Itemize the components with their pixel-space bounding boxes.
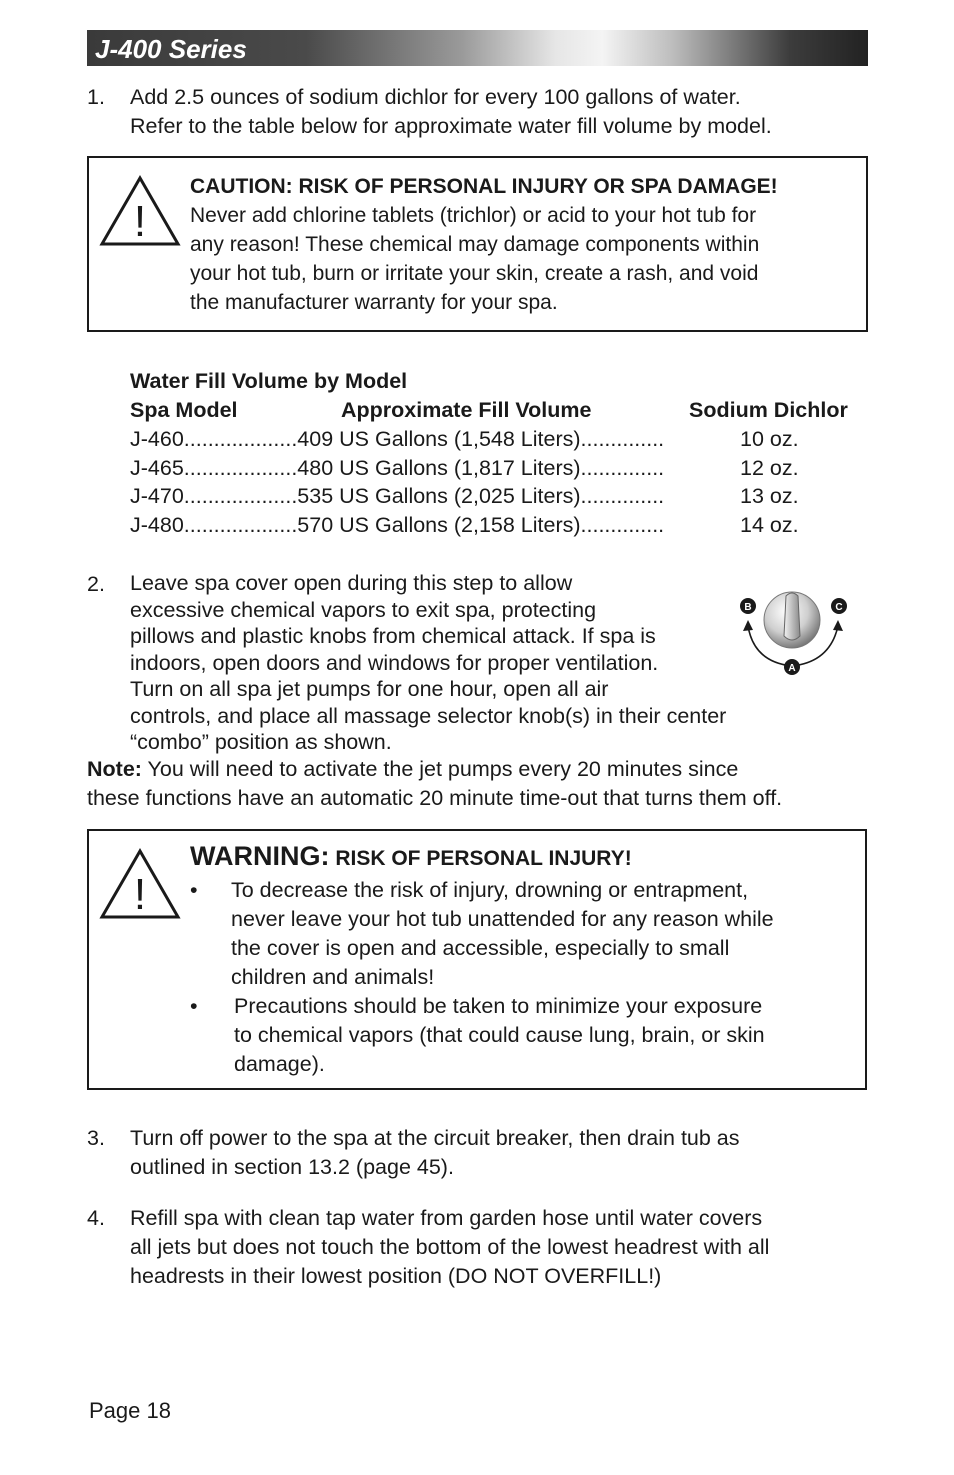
table-row bbox=[130, 454, 664, 483]
row-leader: .............. bbox=[580, 513, 665, 537]
step-2-line: Turn on all spa jet pumps for one hour, open all air bbox=[130, 677, 609, 701]
caution-text bbox=[190, 172, 778, 317]
page-number: Page 18 bbox=[89, 1398, 171, 1423]
step-2-line: indoors, open doors and windows for proper ventilation. bbox=[130, 650, 659, 675]
row-leader: .............. bbox=[580, 427, 665, 451]
row-dichlor: 13 oz. bbox=[740, 484, 799, 508]
step-1-number: 1. bbox=[87, 85, 105, 109]
table-row bbox=[130, 511, 664, 540]
table-row bbox=[130, 425, 664, 454]
row-model: J-460 bbox=[130, 427, 184, 451]
row-model: J-470 bbox=[130, 484, 184, 508]
knob-label-a: A bbox=[788, 663, 796, 674]
warning-line: the cover is open and accessible, especially to small bbox=[231, 936, 730, 960]
step-3-number: 3. bbox=[87, 1126, 105, 1150]
step-4-text bbox=[130, 1204, 769, 1291]
fill-table-header-volume: Approximate Fill Volume bbox=[341, 398, 592, 422]
row-model: J-480 bbox=[130, 513, 184, 537]
warning-bullet-marker: • bbox=[190, 878, 198, 902]
warning-bullet-text bbox=[234, 992, 765, 1079]
row-leader: ................... bbox=[183, 427, 298, 451]
row-volume: 409 US Gallons (1,548 Liters) bbox=[297, 427, 581, 451]
step-4-line: Refill spa with clean tap water from garden hose until water covers bbox=[130, 1206, 763, 1230]
row-leader: .............. bbox=[580, 456, 665, 480]
warning-triangle-icon bbox=[99, 174, 181, 248]
warning-triangle-icon bbox=[99, 847, 181, 921]
row-volume: 480 US Gallons (1,817 Liters) bbox=[297, 456, 581, 480]
warning-line: Precautions should be taken to minimize your exposure bbox=[234, 994, 763, 1018]
step-2-text bbox=[130, 570, 726, 756]
caution-line: Never add chlorine tablets (trichlor) or acid to your hot tub for bbox=[190, 204, 757, 227]
warning-line: never leave your hot tub unattended for any reason while bbox=[231, 907, 774, 931]
row-leader: ................... bbox=[183, 484, 298, 508]
caution-heading: CAUTION: RISK OF PERSONAL INJURY OR SPA DAMAGE! bbox=[190, 175, 778, 198]
row-volume: 535 US Gallons (2,025 Liters) bbox=[297, 484, 581, 508]
note-paragraph bbox=[87, 755, 782, 813]
row-leader: ................... bbox=[183, 456, 298, 480]
note-line: You will need to activate the jet pumps every 20 minutes since bbox=[141, 757, 739, 781]
row-dichlor: 14 oz. bbox=[740, 513, 799, 537]
row-model: J-465 bbox=[130, 456, 184, 480]
row-volume: 570 US Gallons (2,158 Liters) bbox=[297, 513, 581, 537]
warning-heading-big: WARNING: bbox=[190, 841, 330, 871]
step-4-number: 4. bbox=[87, 1206, 105, 1230]
step-4-line: headrests in their lowest position (DO NOT OVERFILL!) bbox=[130, 1264, 662, 1288]
warning-heading-small: RISK OF PERSONAL INJURY! bbox=[329, 847, 632, 870]
svg-text:!: ! bbox=[133, 870, 147, 919]
step-2-line: pillows and plastic knobs from chemical attack. If spa is bbox=[130, 624, 656, 648]
step-2-number: 2. bbox=[87, 572, 105, 596]
massage-selector-knob-illustration bbox=[734, 584, 854, 680]
step-2-line: Leave spa cover open during this step to allow bbox=[130, 571, 573, 595]
row-leader: .............. bbox=[580, 484, 665, 508]
warning-line: children and animals! bbox=[231, 965, 435, 989]
step-2-line: excessive chemical vapors to exit spa, protecting bbox=[130, 597, 597, 622]
svg-text:!: ! bbox=[133, 197, 147, 246]
step-3-line: outlined in section 13.2 (page 45). bbox=[130, 1155, 454, 1179]
step-1-text bbox=[130, 83, 772, 141]
row-dichlor: 12 oz. bbox=[740, 456, 799, 480]
fill-table-header-dichlor: Sodium Dichlor bbox=[689, 398, 848, 422]
warning-bullet-marker: • bbox=[190, 994, 198, 1018]
table-row bbox=[130, 482, 664, 511]
row-leader: ................... bbox=[183, 513, 298, 537]
note-line: these functions have an automatic 20 minute time-out that turns them off. bbox=[87, 786, 783, 810]
page-series-title: J-400 Series bbox=[95, 34, 247, 64]
warning-line: to chemical vapors (that could cause lung, brain, or skin bbox=[234, 1023, 765, 1047]
caution-line: your hot tub, burn or irritate your skin, create a rash, and void bbox=[190, 262, 759, 285]
warning-line: damage). bbox=[234, 1052, 325, 1076]
step-2-line: “combo” position as shown. bbox=[130, 730, 392, 754]
warning-heading bbox=[190, 841, 632, 872]
step-3-line: Turn off power to the spa at the circuit breaker, then drain tub as bbox=[130, 1126, 740, 1150]
step-1-line: Refer to the table below for approximate water fill volume by model. bbox=[130, 114, 772, 138]
caution-line: the manufacturer warranty for your spa. bbox=[190, 291, 558, 314]
step-1-line: Add 2.5 ounces of sodium dichlor for every 100 gallons of water. bbox=[130, 85, 741, 109]
knob-label-b: B bbox=[744, 602, 752, 613]
warning-bullet-text bbox=[231, 876, 774, 992]
note-label: Note: bbox=[87, 757, 142, 781]
fill-table-header-model: Spa Model bbox=[130, 398, 238, 422]
step-4-line: all jets but does not touch the bottom of the lowest headrest with all bbox=[130, 1235, 770, 1259]
step-3-text bbox=[130, 1124, 740, 1182]
row-dichlor: 10 oz. bbox=[740, 427, 799, 451]
knob-label-c: C bbox=[835, 602, 843, 613]
fill-table-title: Water Fill Volume by Model bbox=[130, 369, 408, 393]
caution-line: any reason! These chemical may damage components within bbox=[190, 233, 760, 256]
warning-line: To decrease the risk of injury, drowning or entrapment, bbox=[231, 878, 749, 902]
step-2-line: controls, and place all massage selector knob(s) in their center bbox=[130, 703, 727, 728]
